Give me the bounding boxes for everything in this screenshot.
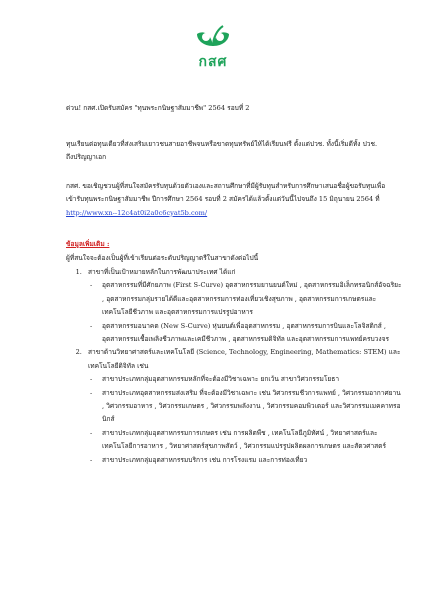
intro-paragraph: ทุนเรียนต่อทุนเดียวที่ส่งเสริมเยาวชนสายอาชีพจนหรือขาดทุนทรัพย์ให้ได้เรียนฟรี ตั้งแต่ปวช. ทั้งนี้เริ่มดีทั้ง ปวช. ถึงปริญญาเอก [66, 140, 378, 162]
branch-subitem: - อุตสาหกรรมที่มีศักยภาพ (First S-Curve) อุตสาหกรรมยานยนต์ใหม่ , อุตสาหกรรมอิเล็กทรอนิกส์อัจฉริยะ , อุตสาหกรรมกลุ่มรายได้ดีและอุตสาหกรรมการท่องเที่ยวเชิงสุขภาพ , อุตสาหกรรมการเกษตรและเทคโนโลยีชีวภาพ และอุตสาหกรรมการแปรรูปอาหาร [90, 279, 404, 319]
more-info-heading: ข้อมูลเพิ่มเติม : [66, 240, 110, 248]
branch-subitem: - อุตสาหกรรมอนาคต (New S-Curve) หุ่นยนต์เพื่ออุตสาหกรรม , อุตสาหกรรมการบินและโลจิสติกส์ , อุตสาหกรรมเชื้อเพลิงชีวภาพและเคมีชีวภาพ , อุตสาหกรรมดิจิทัล และอุตสาหกรรมการแพทย์ครบวงจร [90, 320, 404, 347]
call-text: กสศ. ขอเชิญชวนผู้ที่สนใจสมัครรับทุนด้วยตัวเองและสถานศึกษาที่มีผู้รับทุนสำหรับการศึกษาเสนอชื่อผู้ขอรับทุนเพื่อเข้ารับทุนพระกนิษฐาสัมมาชีพ ปีการศึกษา 2564 รอบที่ 2 สมัครได้แล้วตั้งแต่วันนี้ไปจนถึง 15 มิถุนายน 2564 ที่ [66, 182, 386, 204]
logo-text: กสศ [198, 54, 228, 70]
branch-subitem: - สาขาประเภทกลุ่มอุตสาหกรรมบริการ เช่น การโรงแรม และการท่องเที่ยว [90, 454, 404, 467]
leaf-logo-icon [193, 24, 233, 50]
branch-item [84, 266, 404, 346]
branch-subitem: - สาขาประเภทอุตสาหกรรมส่งเสริม ที่จะต้องมีวิชาเฉพาะ เช่น วิศวกรรมชีวการแพทย์ , วิศวกรรมอากาศยาน , วิศวกรรมอาหาร , วิศวกรรมเกษตร , วิศวกรรมพลังงาน , วิศวกรรมคอมพิวเตอร์ และวิศวกรรมเมคคาทรอนิกส์ [90, 387, 404, 427]
branch-subitem: - สาขาประเภทกลุ่มอุตสาหกรรมการเกษตร เช่น การผลิตพืช , เทคโนโลยีภูมิทัศน์ , วิทยาศาสตร์และเทคโนโลยีการอาหาร , วิทยาศาสตร์สุขภาพสัตว์ , วิศวกรรมแปรรูปผลิตผลการเกษตร และสัตวศาสตร์ [90, 427, 404, 454]
headline: ด่วน! กสศ.เปิดรับสมัคร "ทุนพระกนิษฐาสัมมาชีพ" 2564 รอบที่ 2 [66, 104, 250, 112]
more-info-intro: ผู้ที่สนใจจะต้องเป็นผู้ที่เข้าเรียนต่อระดับปริญญาตรีในสาขาดังต่อไปนี้ [66, 254, 259, 262]
call-paragraph [66, 180, 386, 220]
application-link[interactable]: http://www.xn--12c4at0i2a0c6cyat5b.com/ [66, 208, 208, 217]
branch-sublist [88, 373, 404, 467]
branch-label: สาขาด้านวิทยาศาสตร์และเทคโนโลยี (Science, Technology, Engineering, Mathematics: STEM) และเทคโนโลยีดิจิทัล เช่น [88, 348, 401, 370]
branch-list [66, 266, 404, 467]
branch-item [84, 346, 404, 467]
branch-subitem: - สาขาประเภทกลุ่มอุตสาหกรรมหลักที่จะต้องมีวิชาเฉพาะ ยกเว้น สาขาวิศวกรรมโยธา [90, 373, 404, 386]
branch-sublist [88, 279, 404, 346]
eef-logo [186, 24, 240, 76]
branch-label: สาขาที่เป็นเป้าหมายหลักในการพัฒนาประเทศ ได้แก่ [88, 268, 236, 276]
